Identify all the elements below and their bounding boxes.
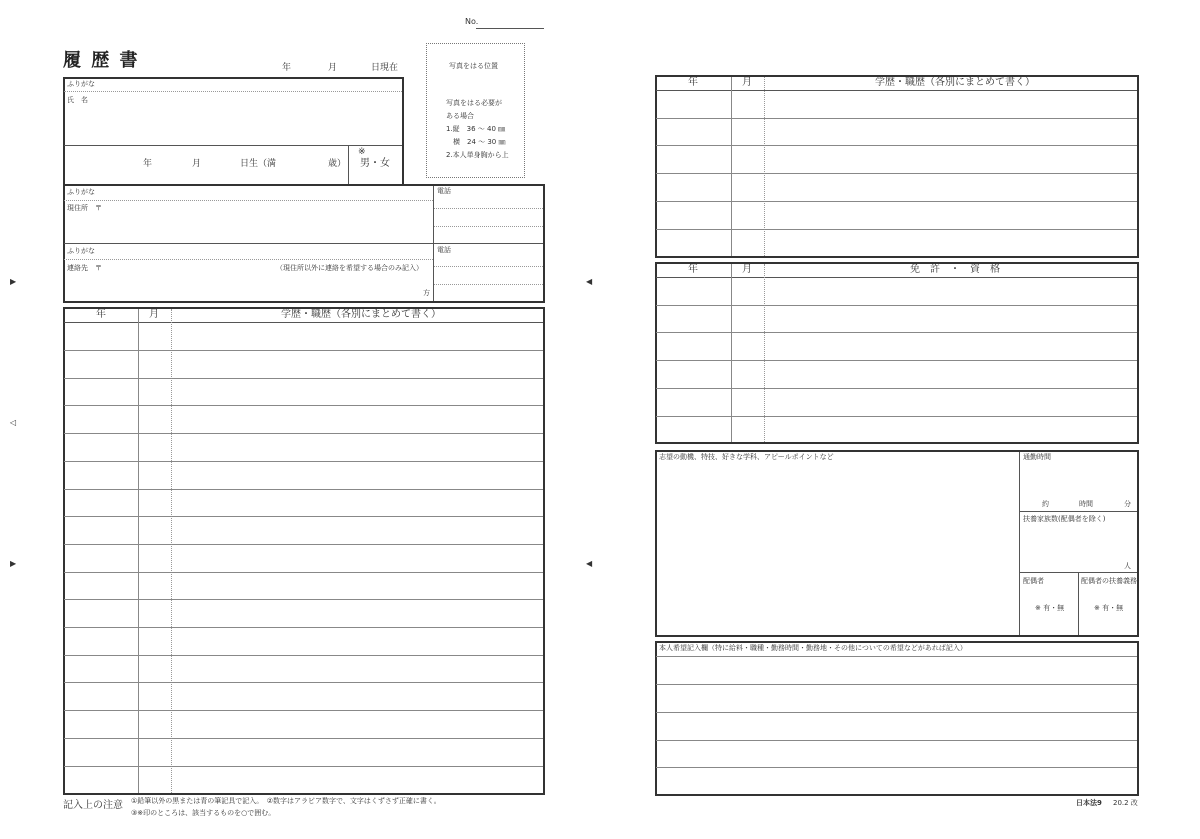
birth-day-label: 日生（満 xyxy=(240,159,277,169)
spouse-support-options[interactable]: ※ 有・無 xyxy=(1094,604,1124,612)
license-row-line xyxy=(656,305,1137,306)
notes-line1: ①鉛筆以外の黒または青の筆記具で記入。 ②数字はアラビア数字で、文字はくずさず正確に書く。 xyxy=(131,797,441,805)
history-right-row-line xyxy=(656,118,1137,119)
photo-line4: 横 24 ～ 30 ㎜ xyxy=(446,138,506,146)
margin-marker-icon: ◀ xyxy=(586,559,593,568)
commute-approx: 約 xyxy=(1042,500,1049,508)
name-furigana-label: ふりがな xyxy=(67,80,95,88)
license-year-header: 年 xyxy=(688,264,698,275)
contact-furigana-label: ふりがな xyxy=(67,247,95,255)
contact-address-note: （現住所以外に連絡を希望する場合のみ記入） xyxy=(276,264,423,272)
gender-note-mark: ※ xyxy=(358,147,366,157)
history-right-row-line xyxy=(656,173,1137,174)
margin-marker-icon: ▶ xyxy=(10,559,17,568)
margin-marker-icon: ◁ xyxy=(10,418,17,427)
commute-label: 通勤時間 xyxy=(1023,453,1051,461)
wishes-header-divider xyxy=(656,656,1137,657)
photo-line5: 2.本人単身胸から上 xyxy=(446,151,509,159)
license-row-line xyxy=(656,332,1137,333)
license-table xyxy=(655,262,1139,444)
spouse-options[interactable]: ※ 有・無 xyxy=(1035,604,1065,612)
footer-code: 日本法9 xyxy=(1076,799,1102,807)
age-label: 歳） xyxy=(328,159,347,169)
care-of-label: 方 xyxy=(423,289,430,297)
history-left-title-header: 学歴・職歴（各別にまとめて書く） xyxy=(281,309,441,320)
gender-options[interactable]: 男・女 xyxy=(360,158,390,169)
wishes-section xyxy=(655,641,1139,796)
commute-divider xyxy=(1020,511,1137,512)
photo-line1: 写真をはる必要が xyxy=(446,99,502,107)
history-right-row-line xyxy=(656,201,1137,202)
date-year-label: 年 xyxy=(282,63,292,73)
spouse-divider xyxy=(1078,573,1079,635)
wishes-label: 本人希望記入欄（特に給料・職種・勤務時間・勤務地・その他についての希望などがあれば記入） xyxy=(659,644,967,652)
license-month-header: 月 xyxy=(742,264,752,275)
spouse-support-label: 配偶者の扶養義務 xyxy=(1081,577,1137,585)
wishes-row-line xyxy=(656,684,1137,685)
birth-year-label: 年 xyxy=(143,159,153,169)
wishes-row-line xyxy=(656,740,1137,741)
dependents-persons: 人 xyxy=(1124,562,1131,570)
dependents-label: 扶養家族数(配偶者を除く) xyxy=(1023,515,1106,523)
commute-hours: 時間 xyxy=(1079,500,1093,508)
photo-line3: 1.縦 36 ～ 40 ㎜ xyxy=(446,125,506,133)
license-row-line xyxy=(656,416,1137,417)
history-right-month-header: 月 xyxy=(742,77,752,88)
name-label: 氏 名 xyxy=(67,96,88,104)
license-row-line xyxy=(656,388,1137,389)
phone-label: 電話 xyxy=(437,187,451,195)
history-table-right xyxy=(655,75,1139,258)
history-left-month-header: 月 xyxy=(149,309,159,320)
address-furigana-label: ふりがな xyxy=(67,188,95,196)
license-header-divider xyxy=(656,277,1137,278)
birth-month-label: 月 xyxy=(192,159,202,169)
notes-label: 記入上の注意 xyxy=(63,800,123,811)
history-right-title-header: 学歴・職歴（各別にまとめて書く） xyxy=(875,77,1035,88)
margin-marker-icon: ▶ xyxy=(10,277,17,286)
wishes-row-line xyxy=(656,767,1137,768)
margin-marker-icon: ◀ xyxy=(586,277,593,286)
commute-minutes: 分 xyxy=(1124,500,1131,508)
license-row-line xyxy=(656,360,1137,361)
history-left-year-header: 年 xyxy=(96,309,106,320)
footer-revision: 20.2 改 xyxy=(1113,799,1138,807)
motivation-divider xyxy=(1019,452,1020,635)
photo-title: 写真をはる位置 xyxy=(449,62,498,70)
history-right-row-line xyxy=(656,229,1137,230)
date-month-label: 月 xyxy=(328,63,338,73)
motivation-field[interactable] xyxy=(659,466,1015,632)
history-right-header-divider xyxy=(656,90,1137,91)
motivation-label: 志望の動機、特技、好きな学科、アピールポイントなど xyxy=(659,453,834,461)
history-right-row-line xyxy=(656,145,1137,146)
wishes-row-line xyxy=(656,712,1137,713)
contact-address-label: 連絡先 〒 xyxy=(67,264,102,272)
license-title-header: 免 許 ・ 資 格 xyxy=(910,264,1000,275)
notes-line2: ③※印のところは、該当するものを○で囲む。 xyxy=(131,809,276,817)
form-number-label: No. xyxy=(465,17,479,26)
current-address-label: 現住所 〒 xyxy=(67,204,102,212)
photo-line2: ある場合 xyxy=(446,112,474,120)
page-title: 履 歴 書 xyxy=(63,50,140,71)
phone2-label: 電話 xyxy=(437,246,451,254)
date-asof-label: 日現在 xyxy=(371,63,399,73)
spouse-label: 配偶者 xyxy=(1023,577,1044,585)
history-right-year-header: 年 xyxy=(688,77,698,88)
